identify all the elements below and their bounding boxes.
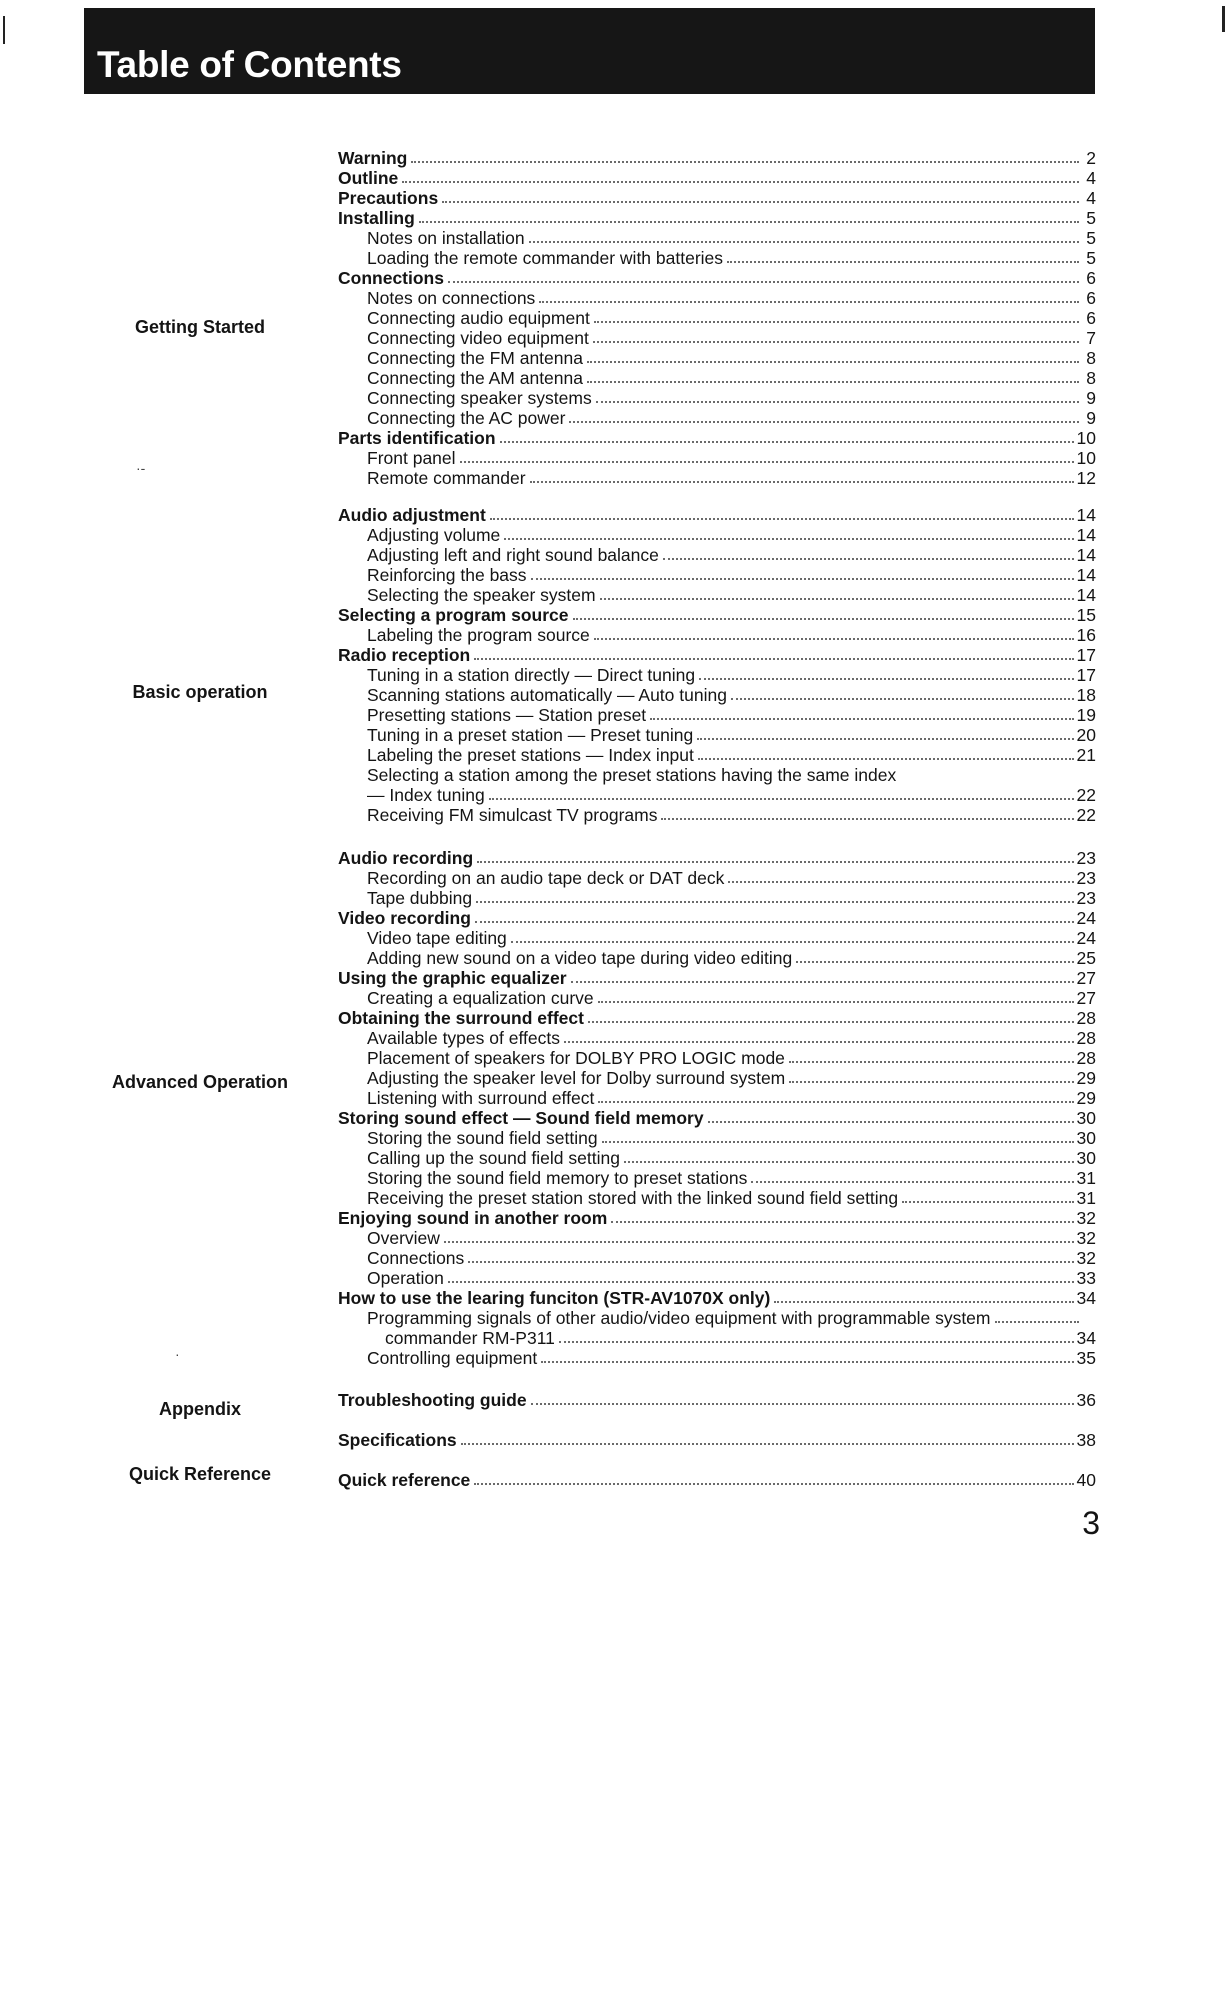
toc-entry-title: Audio recording (338, 848, 474, 868)
toc-entry-page: 5 (1086, 208, 1096, 228)
toc-entry (338, 1008, 1096, 1028)
toc-entry-page: 24 (1076, 928, 1096, 948)
toc-entry (367, 1168, 1096, 1188)
toc-entry-title: Connecting the FM antenna (367, 348, 583, 368)
toc-entry-page: 7 (1086, 328, 1096, 348)
toc-entry-page: 16 (1076, 625, 1096, 645)
toc-entry-page: 28 (1076, 1048, 1096, 1068)
dot-leader (624, 1160, 1074, 1163)
dot-leader (559, 1340, 1074, 1343)
toc-entry-page: 9 (1086, 408, 1096, 428)
toc-entry-title: Scanning stations automatically — Auto tuning (367, 685, 727, 705)
dot-leader (995, 1320, 1080, 1323)
toc-entry (338, 1430, 1096, 1450)
dot-leader (774, 1300, 1073, 1303)
dot-leader (594, 637, 1074, 640)
scan-edge-mark-right (1222, 6, 1225, 32)
dot-leader (661, 817, 1073, 820)
dot-leader (731, 697, 1074, 700)
toc-entry-title: Installing (338, 208, 415, 228)
dot-leader (650, 717, 1073, 720)
toc-entry-page: 15 (1076, 605, 1096, 625)
toc-entry-title: Storing sound effect — Sound field memory (338, 1108, 704, 1128)
toc-entry-title: Receiving FM simulcast TV programs (367, 805, 658, 825)
toc-entry (367, 765, 1096, 785)
toc-entry-page: 6 (1086, 288, 1096, 308)
toc-entry (367, 1048, 1096, 1068)
toc-entry (338, 148, 1096, 168)
toc-entry (367, 448, 1096, 468)
toc-entry (338, 428, 1096, 448)
toc-entry (367, 1268, 1096, 1288)
toc-entry (367, 545, 1096, 565)
toc-entry (367, 1248, 1096, 1268)
dot-leader (593, 340, 1079, 343)
dot-leader (598, 1000, 1074, 1003)
toc-entry (367, 368, 1096, 388)
toc-entry-title: Radio reception (338, 645, 471, 665)
toc-entry-page: 32 (1076, 1248, 1096, 1268)
toc-entry (367, 665, 1096, 685)
section-label-appendix: Appendix (158, 1399, 241, 1419)
toc-entry-page: 8 (1086, 368, 1096, 388)
toc-entry (338, 605, 1096, 625)
toc-entry-page: 23 (1076, 868, 1096, 888)
toc-entry (367, 625, 1096, 645)
toc-entry-title: Using the graphic equalizer (338, 968, 567, 988)
toc-entry (367, 1308, 1096, 1328)
dot-leader (477, 860, 1073, 863)
toc-entry-title: Adding new sound on a video tape during video editing (367, 948, 793, 968)
toc-entry (338, 208, 1096, 228)
dot-leader (531, 1402, 1074, 1405)
section-label-basic-operation: Basic operation (132, 682, 268, 702)
toc-entry-page: 31 (1076, 1188, 1096, 1208)
dot-leader (596, 400, 1079, 403)
toc-entry-title: Outline (338, 168, 399, 188)
dot-leader (697, 737, 1073, 740)
toc-entry-title: Loading the remote commander with batteries (367, 248, 724, 268)
toc-entry (367, 1188, 1096, 1208)
toc-entry (367, 248, 1096, 268)
dot-leader (602, 1140, 1074, 1143)
dot-leader (529, 240, 1079, 243)
dot-leader (490, 517, 1074, 520)
toc-entry (367, 868, 1096, 888)
toc-entry-title: Recording on an audio tape deck or DAT deck (367, 868, 725, 888)
toc-entry-title: Enjoying sound in another room (338, 1208, 608, 1228)
dot-leader (500, 440, 1074, 443)
dot-leader (539, 300, 1079, 303)
toc-entry-page: 8 (1086, 348, 1096, 368)
toc-entry-page: 14 (1076, 505, 1096, 525)
toc-entry-title: Audio adjustment (338, 505, 486, 525)
toc-entry-page: 32 (1076, 1228, 1096, 1248)
toc-entry-title: Labeling the preset stations — Index input (367, 745, 694, 765)
dot-leader (541, 1360, 1073, 1363)
toc-entry (338, 1108, 1096, 1128)
toc-entry-title: Reinforcing the bass (367, 565, 527, 585)
toc-entry-page: 23 (1076, 848, 1096, 868)
dot-leader (902, 1200, 1073, 1203)
toc-entry (385, 1328, 1096, 1348)
toc-entry (367, 725, 1096, 745)
toc-entry-page: 12 (1076, 468, 1096, 488)
toc-entry (367, 328, 1096, 348)
dot-leader (448, 280, 1079, 283)
dot-leader (796, 960, 1073, 963)
dot-leader (476, 900, 1073, 903)
toc-entry-page: 33 (1076, 1268, 1096, 1288)
toc-entry-page: 20 (1076, 725, 1096, 745)
toc-entry-page: 29 (1076, 1088, 1096, 1108)
toc-entry-page: 6 (1086, 308, 1096, 328)
section-label-getting-started: Getting Started (134, 317, 265, 337)
dot-leader (594, 320, 1079, 323)
dot-leader (598, 1100, 1073, 1103)
dot-leader (402, 180, 1079, 183)
toc-entry (338, 645, 1096, 665)
toc-entry-title: Parts identification (338, 428, 496, 448)
section-label-quick-reference: Quick Reference (128, 1464, 272, 1484)
toc-entry-title: Selecting a program source (338, 605, 569, 625)
dot-leader (419, 220, 1079, 223)
toc-entry-title: Specifications (338, 1430, 457, 1450)
toc-entry-title: Receiving the preset station stored with the linked sound field setting (367, 1188, 899, 1208)
toc-entry (367, 1068, 1096, 1088)
toc-entry-page: 19 (1076, 705, 1096, 725)
toc-entry (367, 1348, 1096, 1368)
toc-entry (367, 308, 1096, 328)
dot-leader (728, 880, 1073, 883)
toc-entry-title: Storing the sound field setting (367, 1128, 598, 1148)
toc-entry-page: 40 (1076, 1470, 1096, 1490)
toc-entry (367, 228, 1096, 248)
toc-entry-title: Adjusting volume (367, 525, 501, 545)
toc-entry (338, 1288, 1096, 1308)
toc-entry-page: 14 (1076, 565, 1096, 585)
toc-entry-title: Operation (367, 1268, 444, 1288)
toc-entry-title: Labeling the program source (367, 625, 590, 645)
toc-entry (338, 505, 1096, 525)
dot-leader (475, 920, 1074, 923)
toc-entry-page: 34 (1076, 1288, 1096, 1308)
dot-leader (708, 1120, 1074, 1123)
toc-entry-page: 35 (1076, 1348, 1096, 1368)
toc-entry (367, 1088, 1096, 1108)
toc-entry (367, 348, 1096, 368)
toc-entry-title: Video recording (338, 908, 471, 928)
toc-entry-page: 4 (1086, 188, 1096, 208)
dot-leader (789, 1080, 1073, 1083)
toc-entry-page: 4 (1086, 168, 1096, 188)
dot-leader (600, 597, 1074, 600)
dot-leader (474, 1482, 1073, 1485)
toc-entry-title: — Index tuning (367, 785, 485, 805)
dot-leader (444, 1240, 1074, 1243)
toc-entry (367, 745, 1096, 765)
toc-entry (367, 948, 1096, 968)
toc-entry-page: 5 (1086, 248, 1096, 268)
toc-entry-title: Connecting video equipment (367, 328, 589, 348)
toc-entry-title: Placement of speakers for DOLBY PRO LOGIC mode (367, 1048, 785, 1068)
toc-entry-title: Adjusting left and right sound balance (367, 545, 659, 565)
toc-entry (338, 968, 1096, 988)
toc-entry (367, 408, 1096, 428)
toc-entry (367, 288, 1096, 308)
dot-leader (588, 1020, 1074, 1023)
toc-entry (367, 705, 1096, 725)
toc-entry (367, 928, 1096, 948)
toc-entry-title: Notes on connections (367, 288, 536, 308)
toc-entry (338, 168, 1096, 188)
dot-leader (448, 1280, 1074, 1283)
dot-leader (504, 537, 1073, 540)
page-number: 3 (1082, 1505, 1100, 1541)
toc-entry-page: 14 (1076, 585, 1096, 605)
scan-edge-mark-left (3, 16, 5, 44)
toc-entry-page: 27 (1076, 988, 1096, 1008)
toc-entry-page: 36 (1076, 1390, 1096, 1410)
dot-leader (587, 380, 1079, 383)
dot-leader (611, 1220, 1073, 1223)
toc-entry-title: Controlling equipment (367, 1348, 538, 1368)
toc-entry-title: Selecting the speaker system (367, 585, 596, 605)
toc-entry-title: Remote commander (367, 468, 526, 488)
stray-mark: · (175, 1346, 180, 1362)
toc-entry-title: How to use the learing funciton (STR-AV1070X only) (338, 1288, 771, 1308)
toc-entry-title: Connecting audio equipment (367, 308, 590, 328)
toc-entry-title: Front panel (367, 448, 456, 468)
toc-entry-page: 29 (1076, 1068, 1096, 1088)
toc-entry-title: Storing the sound field memory to preset stations (367, 1168, 748, 1188)
toc-entry-title: Listening with surround effect (367, 1088, 595, 1108)
toc-entry-page: 31 (1076, 1168, 1096, 1188)
toc-entry-page: 5 (1086, 228, 1096, 248)
page-title: Table of Contents (97, 44, 402, 85)
toc-entry-page: 17 (1076, 665, 1096, 685)
toc-entry-page: 6 (1086, 268, 1096, 288)
toc-entry-title: Tuning in a station directly — Direct tuning (367, 665, 696, 685)
toc-entry (338, 188, 1096, 208)
toc-entry-title: Warning (338, 148, 408, 168)
dot-leader (587, 360, 1079, 363)
toc-entry-page: 23 (1076, 888, 1096, 908)
toc-entry-page: 27 (1076, 968, 1096, 988)
stray-mark: ·- (136, 460, 146, 476)
dot-leader (468, 1260, 1073, 1263)
toc-entry-title: Obtaining the surround effect (338, 1008, 584, 1028)
toc-entry (367, 525, 1096, 545)
toc-entry (367, 1128, 1096, 1148)
toc-entry-title: Tuning in a preset station — Preset tuning (367, 725, 694, 745)
toc-entry (367, 1228, 1096, 1248)
toc-entry (338, 1390, 1096, 1410)
toc-entry-page: 14 (1076, 525, 1096, 545)
dot-leader (751, 1180, 1073, 1183)
toc-entry-title: Connections (338, 268, 444, 288)
dot-leader (699, 677, 1073, 680)
dot-leader (460, 460, 1074, 463)
section-label-advanced-operation: Advanced Operation (111, 1072, 289, 1092)
toc-entry (367, 585, 1096, 605)
toc-entry-title: Overview (367, 1228, 440, 1248)
toc-entry-page: 17 (1076, 645, 1096, 665)
toc-entry-page: 38 (1076, 1430, 1096, 1450)
toc-entry-title: Notes on installation (367, 228, 525, 248)
toc-entry-title: Troubleshooting guide (338, 1390, 527, 1410)
toc-entry-title: commander RM-P311 (385, 1328, 555, 1348)
toc-entry (338, 268, 1096, 288)
dot-leader (411, 160, 1079, 163)
toc-entry-page: 30 (1076, 1148, 1096, 1168)
dot-leader (663, 557, 1074, 560)
toc-entry-page: 10 (1076, 428, 1096, 448)
dot-leader (474, 657, 1073, 660)
dot-leader (489, 797, 1074, 800)
toc-entry-page: 22 (1076, 785, 1096, 805)
dot-leader (571, 980, 1074, 983)
toc-entry-title: Available types of effects (367, 1028, 560, 1048)
toc-entry-page: 14 (1076, 545, 1096, 565)
header-bar (84, 8, 1095, 94)
toc-entry (338, 1208, 1096, 1228)
toc-entry-page: 25 (1076, 948, 1096, 968)
toc-entry-page: 21 (1076, 745, 1096, 765)
dot-leader (698, 757, 1074, 760)
toc-entry (367, 1148, 1096, 1168)
toc-entry-page: 22 (1076, 805, 1096, 825)
toc-entry (367, 685, 1096, 705)
toc-entry-title: Tape dubbing (367, 888, 473, 908)
toc-entry-page: 32 (1076, 1208, 1096, 1228)
toc-entry-title: Quick reference (338, 1470, 471, 1490)
dot-leader (789, 1060, 1074, 1063)
toc-entry-page: 34 (1076, 1328, 1096, 1348)
dot-leader (727, 260, 1079, 263)
toc-entry-page: 28 (1076, 1008, 1096, 1028)
dot-leader (442, 200, 1079, 203)
toc-entry-title: Presetting stations — Station preset (367, 705, 647, 725)
toc-entry (367, 388, 1096, 408)
toc-entry-page: 2 (1086, 148, 1096, 168)
dot-leader (564, 1040, 1074, 1043)
toc-entry-title: Creating a equalization curve (367, 988, 594, 1008)
dot-leader (573, 617, 1074, 620)
toc-entry-page: 30 (1076, 1128, 1096, 1148)
toc-entry-page: 30 (1076, 1108, 1096, 1128)
toc-entry (367, 988, 1096, 1008)
toc-entry-page: 28 (1076, 1028, 1096, 1048)
toc-entry-title: Calling up the sound field setting (367, 1148, 620, 1168)
toc-entry-title: Connections (367, 1248, 465, 1268)
toc-entry (367, 1028, 1096, 1048)
toc-entry (338, 848, 1096, 868)
toc-entry-page: 10 (1076, 448, 1096, 468)
toc-entry-title: Connecting the AM antenna (367, 368, 583, 388)
toc-entry-page: 9 (1086, 388, 1096, 408)
toc-entry-title: Selecting a station among the preset stations having the same index (367, 765, 897, 785)
dot-leader (531, 577, 1074, 580)
toc-entry-title: Connecting speaker systems (367, 388, 592, 408)
toc-entry-title: Video tape editing (367, 928, 507, 948)
toc-entry (338, 908, 1096, 928)
toc-entry (367, 468, 1096, 488)
toc-entry (338, 1470, 1096, 1490)
toc-entry (367, 785, 1096, 805)
dot-leader (461, 1442, 1074, 1445)
toc-entry (367, 888, 1096, 908)
toc-entry-page: 18 (1076, 685, 1096, 705)
toc-entry-title: Precautions (338, 188, 439, 208)
toc-entry-page: 24 (1076, 908, 1096, 928)
dot-leader (511, 940, 1074, 943)
dot-leader (569, 420, 1079, 423)
toc-entry (367, 805, 1096, 825)
toc-entry-title: Adjusting the speaker level for Dolby surround system (367, 1068, 786, 1088)
toc-entry-title: Connecting the AC power (367, 408, 566, 428)
toc-entry-title: Programming signals of other audio/video equipment with programmable system (367, 1308, 991, 1328)
dot-leader (530, 480, 1074, 483)
toc-entry (367, 565, 1096, 585)
